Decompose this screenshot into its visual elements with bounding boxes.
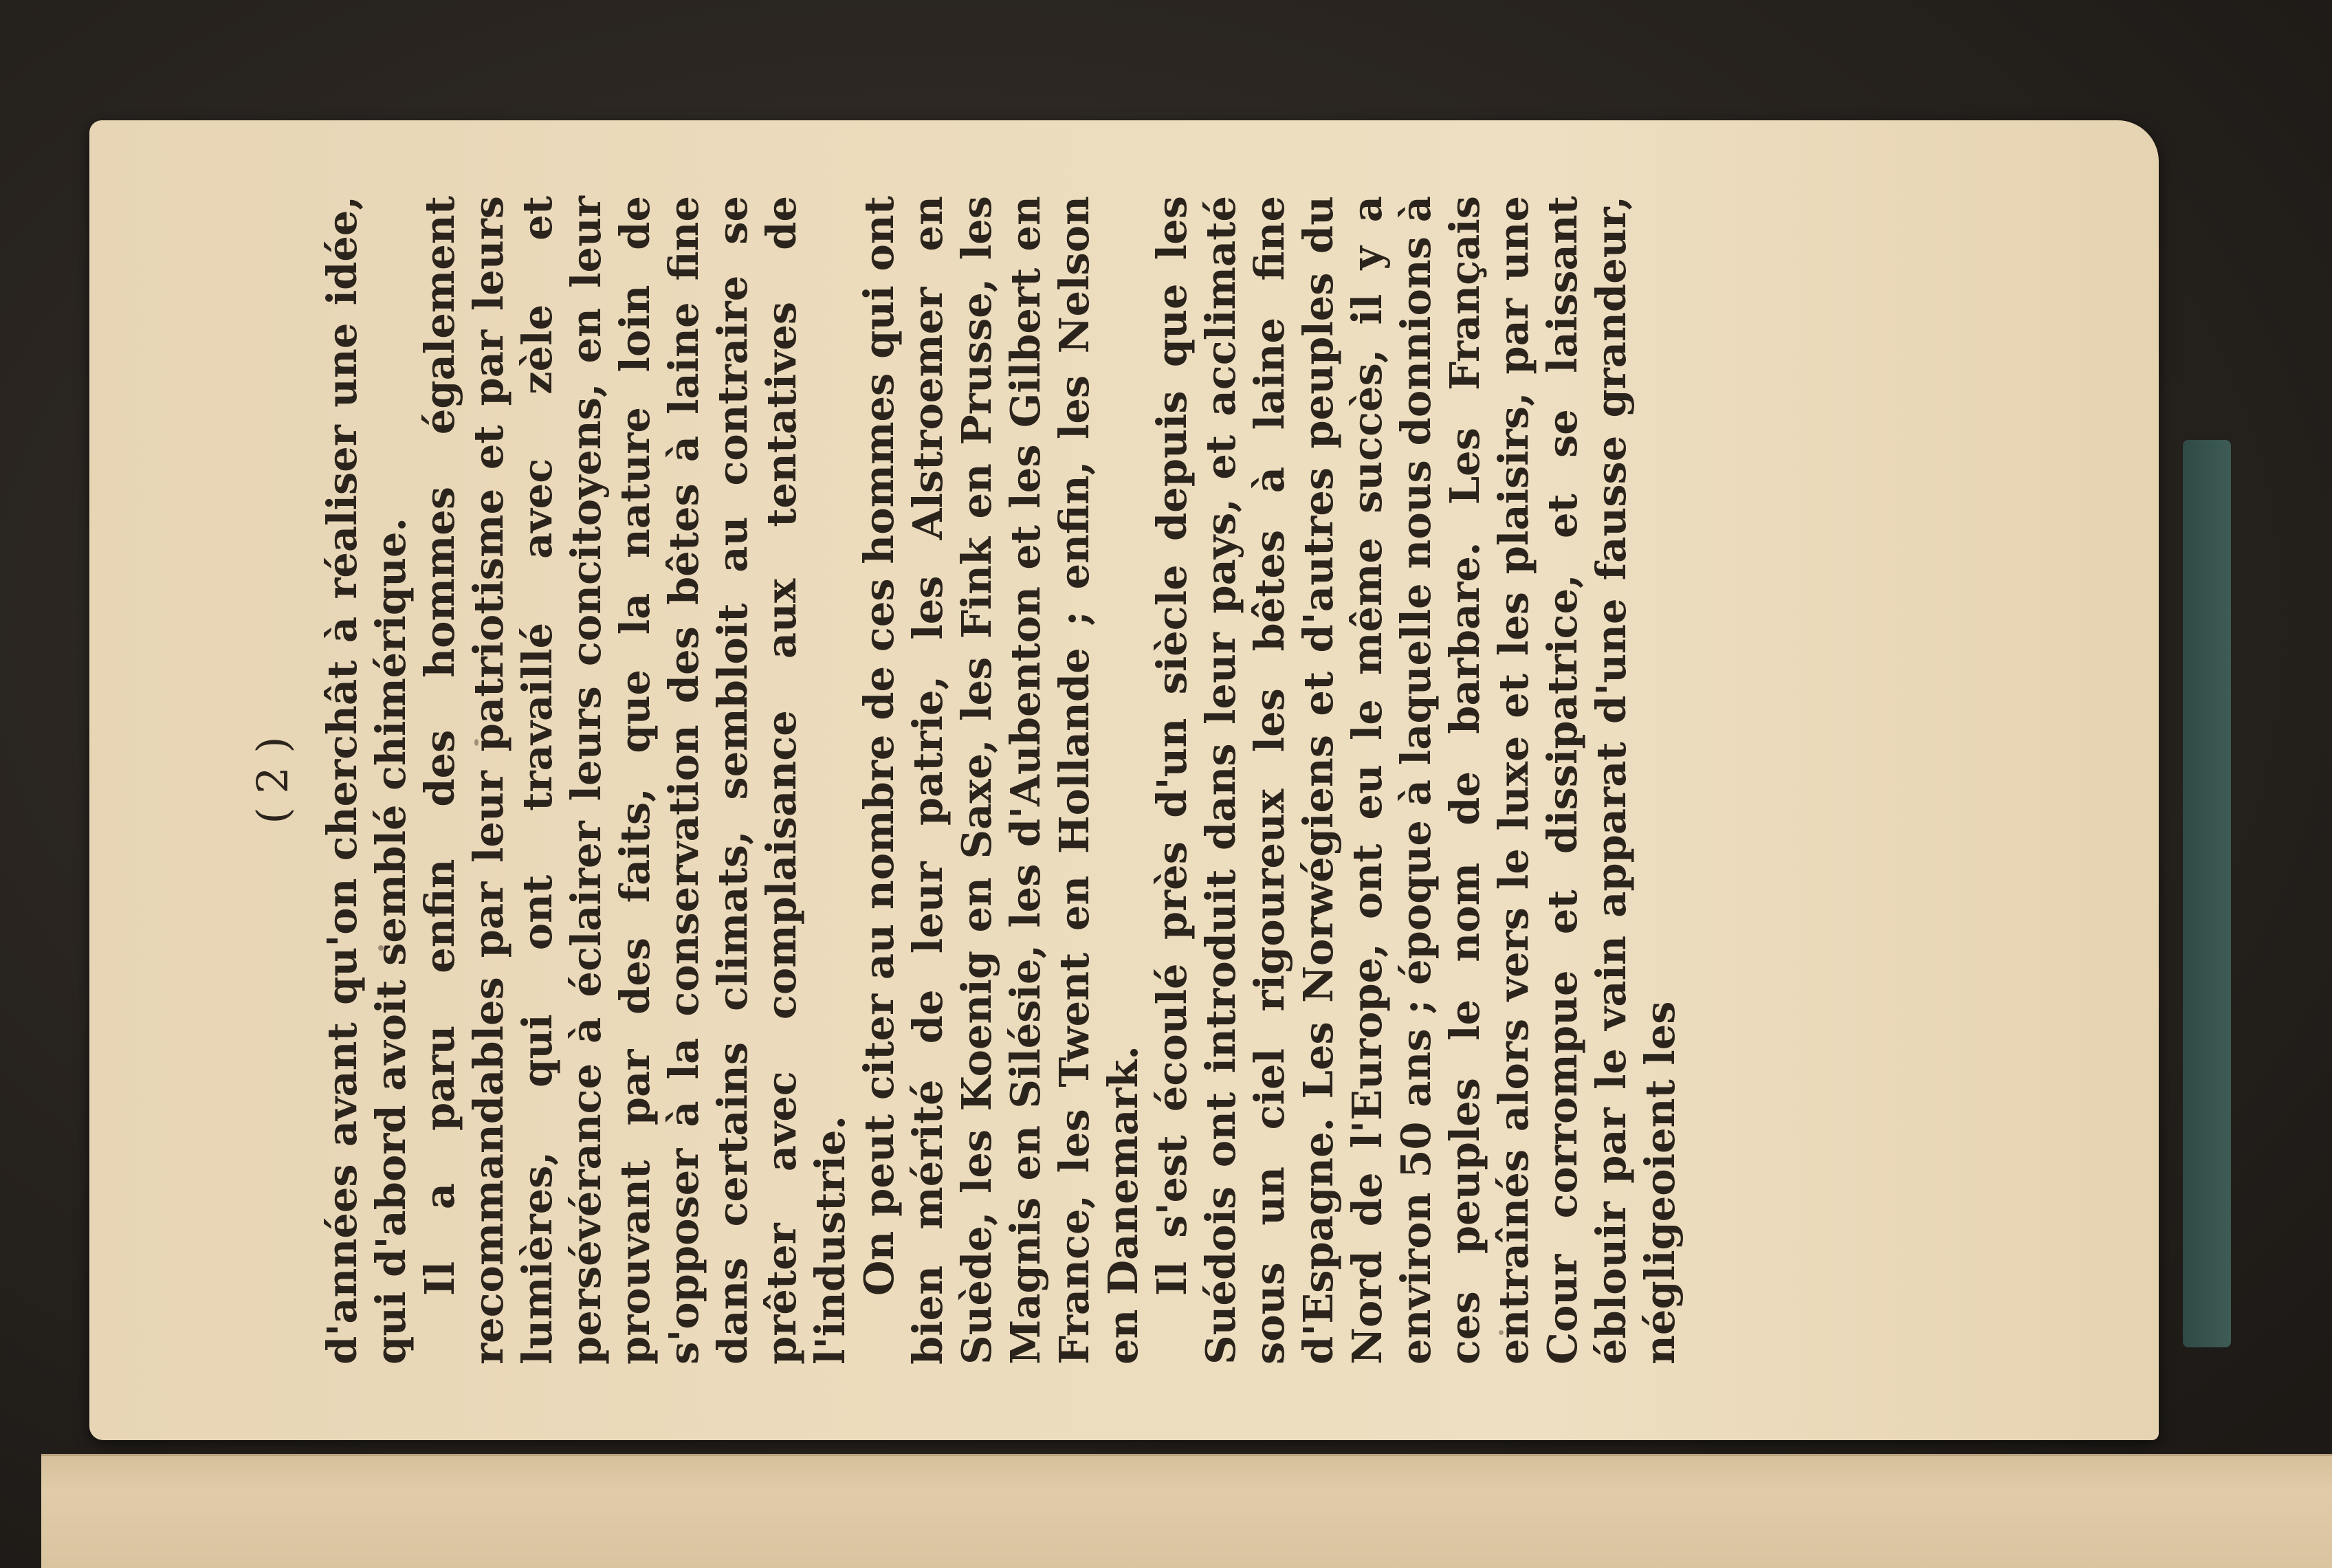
paragraph-3: On peut citer au nombre de ces hommes qui ont bien mérité de leur patrie, les Alstroemer en Suède, les Koenig en Saxe, les Fink en Prusse, les Magnis en Silésie, les d'Aubenton et les Gilbert en France, les Twent en Hollande ; enfin, les Nelson en Danemark. xyxy=(855,196,1147,1365)
page-number: ( 2 ) xyxy=(248,736,298,824)
binding-tab xyxy=(2183,440,2231,1347)
paragraph-1: d'années avant qu'on cherchât à réaliser une idée, qui d'abord avoit semblé chimérique. xyxy=(318,196,415,1365)
facing-page-edge xyxy=(41,1454,2332,1568)
page-text-block xyxy=(248,196,1829,1365)
paragraph-4: Il s'est écoulé près d'un siècle depuis que les Suédois ont introduit dans leur pays, et acclimaté sous un ciel rigoureux les bêtes à laine fine d'Espagne. Les Norwégiens et d'autres peuples du Nord de l'Europe, ont eu le même succès, il y a environ 50 ans ; époque à laquelle nous donnions à ces peuples le nom de barbare. Les Français entraînés alors vers le luxe et les plaisirs, par une Cour corrompue et dissipatrice, et se laissant éblouir par le vain apparat d'une fausse grandeur, négligeoient les xyxy=(1148,196,1684,1365)
body-text xyxy=(318,196,1684,1365)
paragraph-2: Il a paru enfin des hommes également recommandables par leur patriotisme et par leurs lumières, qui ont travaillé avec zèle et persévérance à éclairer leurs concitoyens, en leur prouvant par des faits, que la nature loin de s'opposer à la conservation des bêtes à laine fine dans certains climats, sembloit au contraire se prêter avec complaisance aux tentatives de l'industrie. xyxy=(416,196,854,1365)
